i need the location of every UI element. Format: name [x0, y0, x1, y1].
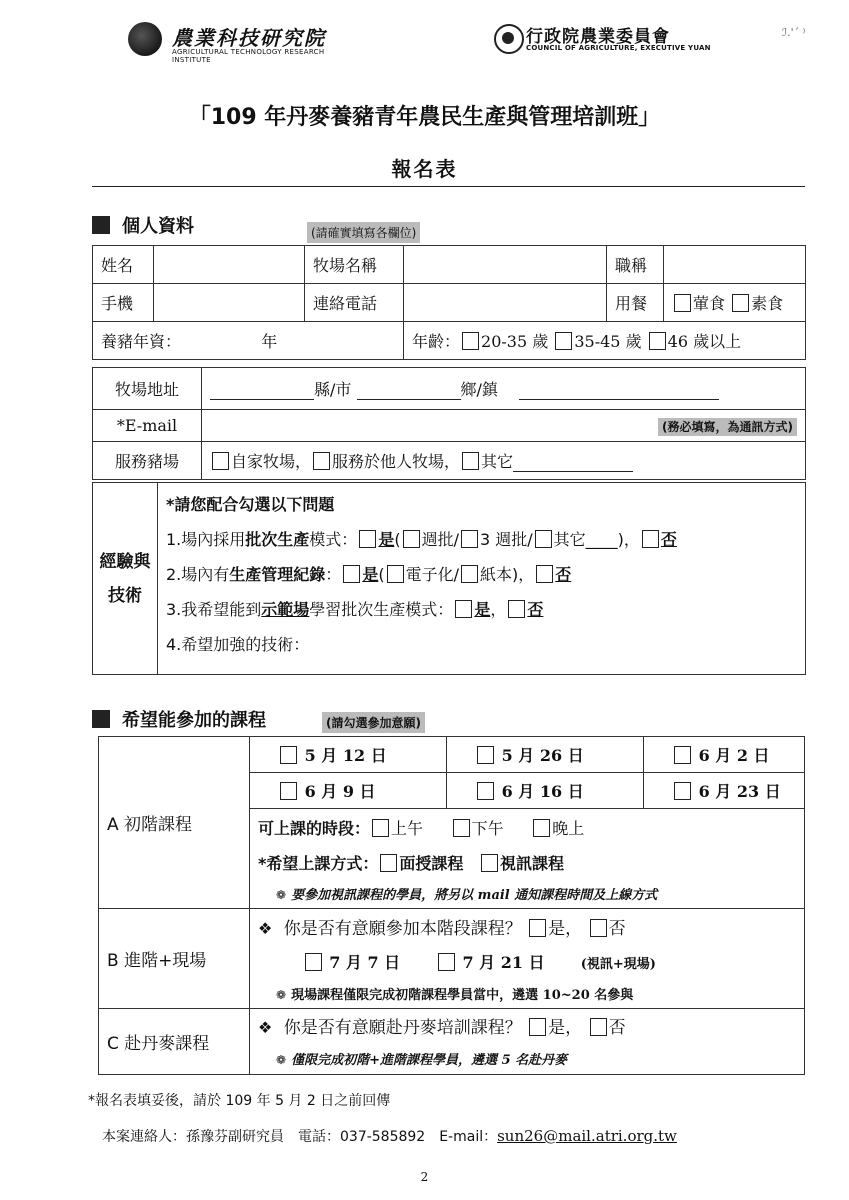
job-title-label: 職稱	[607, 246, 664, 284]
q2-no-label: 否	[555, 565, 572, 584]
meal-meat-label: 葷食	[693, 294, 726, 313]
square-bullet-icon	[92, 216, 110, 234]
q2-yes-label: 是	[362, 565, 379, 584]
experience-label-line2: 技術	[108, 585, 142, 606]
course-b-note	[250, 979, 805, 1009]
mobile-field[interactable]	[154, 284, 305, 322]
q2-paper-label: 紙本)，	[479, 565, 535, 584]
contact-text: 本案連絡人：孫豫芬副研究員 電話：037-585892 E-mail：	[102, 1129, 498, 1145]
mode-inperson-label: 面授課程	[399, 854, 464, 873]
age-46-plus-checkbox[interactable]	[649, 332, 666, 350]
experience-questions	[158, 483, 806, 675]
email-label: *E-mail	[93, 410, 202, 442]
courses-section-heading	[92, 706, 266, 732]
corner-scribble: ℐ.'´ ⁾	[782, 26, 806, 39]
service-other-farm-label: 服務於他人牧場，	[332, 452, 461, 471]
age-35-45-label: 35-45 歲	[574, 332, 642, 351]
date-checkbox[interactable]	[280, 782, 297, 800]
course-b-dates	[250, 945, 805, 979]
q2-no-checkbox[interactable]	[536, 565, 553, 583]
address-county-blank[interactable]	[210, 380, 314, 400]
personal-table-bottom	[92, 367, 806, 480]
course-c-no-checkbox[interactable]	[590, 1018, 607, 1036]
q2-yes-checkbox[interactable]	[343, 565, 360, 583]
address-county-label: 縣/市	[314, 380, 352, 399]
course-a-date-cell	[447, 773, 644, 809]
date-label: 5 月 12 日	[304, 746, 387, 765]
diamond-bullet-icon: ❖	[258, 919, 273, 939]
date-checkbox[interactable]	[674, 746, 691, 764]
q1-weekly-label: 週批/	[421, 530, 459, 549]
course-b-date2-checkbox[interactable]	[438, 953, 455, 971]
question-3	[166, 592, 797, 627]
experience-table	[92, 482, 806, 675]
q3-bold: 示範場	[261, 600, 310, 619]
q1-prefix: 1.場內採用	[166, 530, 246, 549]
course-c-note-text: 僅限完成初階+進階課程學員，遴選 5 名赴丹麥	[291, 1052, 568, 1068]
course-c-no-label: 否	[608, 1018, 626, 1039]
atri-logo-name: 農業科技研究院	[172, 26, 326, 50]
service-own-farm-label: 自家牧場，	[231, 452, 312, 471]
q1-bold: 批次生產	[245, 530, 310, 549]
age-20-35-checkbox[interactable]	[462, 332, 479, 350]
course-b-yes-checkbox[interactable]	[529, 919, 546, 937]
q3-no-checkbox[interactable]	[508, 600, 525, 618]
q3-yes-label: 是	[474, 600, 491, 619]
leaf-bullet-icon: ❁	[276, 887, 287, 902]
courses-note: (請勾選參加意願)	[322, 712, 425, 733]
contact-phone-label: 連絡電話	[305, 284, 404, 322]
personal-section-heading	[92, 212, 194, 238]
q1-3week-label: 3 週批/	[479, 530, 533, 549]
course-b-question	[250, 909, 805, 945]
years-cell	[93, 322, 404, 360]
meal-veg-checkbox[interactable]	[732, 294, 749, 312]
address-street-blank[interactable]	[519, 380, 719, 400]
address-field[interactable]	[202, 368, 806, 410]
course-a-note	[250, 879, 805, 909]
course-b-question-text: 你是否有意願參加本階段課程？	[283, 919, 522, 940]
course-b-note-text: 現場課程僅限完成初階課程學員當中，遴選 10~20 名參與	[291, 987, 634, 1003]
service-other-blank[interactable]	[513, 452, 633, 472]
date-label: 6 月 9 日	[304, 782, 376, 801]
course-a-note-text: 要參加視訊課程的學員，將另以 mail 通知課程時間及上線方式	[291, 887, 658, 903]
course-b-date1-label: 7 月 7 日	[329, 953, 401, 972]
meal-veg-label: 素食	[751, 294, 784, 313]
atri-logo	[128, 20, 343, 64]
course-c-yes-label: 是，	[548, 1018, 583, 1039]
job-title-field[interactable]	[664, 246, 806, 284]
question-1: 1.場內採用批次生產模式： 是( 週批/ 3 週批/ 其它____)， 否	[166, 530, 677, 549]
q1-no-label: 否	[660, 530, 677, 549]
farm-name-field[interactable]	[404, 246, 607, 284]
slot-eve-label: 晚上	[552, 819, 585, 839]
q3-sep: ，	[490, 600, 507, 619]
years-label: 養豬年資：	[101, 332, 182, 351]
q1-no-checkbox[interactable]	[642, 530, 659, 548]
leaf-bullet-icon: ❁	[276, 987, 287, 1002]
course-b-date-note: (視訊+現場)	[580, 957, 656, 972]
deadline-note: *報名表填妥後，請於 109 年 5 月 2 日之前回傳	[88, 1093, 391, 1109]
email-field[interactable]	[202, 410, 806, 442]
course-a-date-cell	[250, 773, 447, 809]
age-20-35-label: 20-35 歲	[481, 332, 549, 351]
q3-prefix: 3.我希望能到	[166, 600, 262, 619]
date-label: 6 月 23 日	[698, 782, 781, 801]
farm-name-label: 牧場名稱	[305, 246, 404, 284]
q2-mid: ：	[325, 565, 342, 584]
q2-prefix: 2.場內有	[166, 565, 230, 584]
q2-paper-checkbox[interactable]	[461, 565, 478, 583]
slots-label: 可上課的時段：	[258, 819, 371, 839]
q2-bold: 生產管理紀錄	[229, 565, 326, 584]
q1-yes-label: 是	[378, 530, 395, 549]
meal-options	[664, 284, 806, 322]
date-checkbox[interactable]	[280, 746, 297, 764]
diamond-bullet-icon: ❖	[258, 1018, 273, 1038]
atri-emblem-icon	[128, 22, 162, 56]
slot-am-checkbox[interactable]	[372, 819, 389, 837]
course-a-mode	[250, 847, 805, 879]
meal-meat-checkbox[interactable]	[674, 294, 691, 312]
date-checkbox[interactable]	[477, 746, 494, 764]
date-label: 6 月 16 日	[501, 782, 584, 801]
q1-yes-checkbox[interactable]	[359, 530, 376, 548]
q1-other-label: 其它____)，	[553, 530, 640, 549]
course-c-question-text: 你是否有意願赴丹麥培訓課程？	[283, 1018, 522, 1039]
course-b-label: B 進階+現場	[99, 909, 250, 1009]
age-35-45-checkbox[interactable]	[555, 332, 572, 350]
date-checkbox[interactable]	[477, 782, 494, 800]
personal-note: (請確實填寫各欄位)	[307, 222, 420, 243]
course-a-slots	[250, 809, 805, 847]
name-label: 姓名	[93, 246, 154, 284]
q2-digital-checkbox[interactable]	[387, 565, 404, 583]
slot-eve-checkbox[interactable]	[533, 819, 550, 837]
personal-table-top	[92, 245, 806, 360]
years-unit: 年	[261, 332, 278, 351]
service-other-farm-checkbox[interactable]	[313, 452, 330, 470]
date-label: 5 月 26 日	[501, 746, 584, 765]
date-label: 6 月 2 日	[698, 746, 770, 765]
date-checkbox[interactable]	[674, 782, 691, 800]
contact-email-link[interactable]: sun26@mail.atri.org.tw	[497, 1127, 677, 1145]
q2-digital-label: 電子化/	[405, 565, 459, 584]
course-a-date-cell	[250, 737, 447, 773]
course-c-question	[250, 1009, 805, 1043]
form-subtitle: 報名表	[391, 157, 458, 181]
service-own-farm-checkbox[interactable]	[212, 452, 229, 470]
atri-logo-subtitle: AGRICULTURAL TECHNOLOGY RESEARCH INSTITUTE	[172, 48, 325, 64]
coa-logo-subtitle: COUNCIL OF AGRICULTURE, EXECUTIVE YUAN	[526, 44, 711, 52]
q3-yes-checkbox[interactable]	[455, 600, 472, 618]
contact-phone-field[interactable]	[404, 284, 607, 322]
coa-logo	[494, 22, 724, 58]
course-c-yes-checkbox[interactable]	[529, 1018, 546, 1036]
service-label: 服務豬場	[93, 442, 202, 480]
question-2: 2.場內有生產管理紀錄： 是( 電子化/ 紙本)， 否	[166, 565, 572, 584]
age-label: 年齡：	[412, 332, 461, 351]
courses-heading-text: 希望能參加的課程	[122, 710, 266, 731]
mode-label: *希望上課方式：	[258, 854, 379, 873]
course-b-date2-label: 7 月 21 日	[462, 953, 545, 972]
course-c-note	[250, 1043, 805, 1075]
name-field[interactable]	[154, 246, 305, 284]
service-options	[202, 442, 806, 480]
slot-pm-checkbox[interactable]	[453, 819, 470, 837]
q3-no-label: 否	[527, 600, 544, 619]
title-divider	[92, 186, 805, 187]
course-a-date-cell	[447, 737, 644, 773]
question-4: 4.希望加強的技術：	[166, 635, 310, 654]
slot-am-label: 上午	[391, 819, 424, 839]
mobile-label: 手機	[93, 284, 154, 322]
course-b-date1-checkbox[interactable]	[305, 953, 322, 971]
q1-other-checkbox[interactable]	[535, 530, 552, 548]
meal-label: 用餐	[607, 284, 664, 322]
course-b-no-checkbox[interactable]	[590, 919, 607, 937]
course-a-date-cell	[644, 737, 805, 773]
course-a-label: A 初階課程	[99, 737, 250, 909]
service-other-checkbox[interactable]	[462, 452, 479, 470]
slot-pm-label: 下午	[471, 819, 504, 839]
course-b-no-label: 否	[608, 919, 626, 940]
course-c-label: C 赴丹麥課程	[99, 1009, 250, 1075]
leaf-bullet-icon: ❁	[276, 1052, 287, 1067]
address-town-label: 鄉/鎮	[460, 380, 498, 399]
address-label: 牧場地址	[93, 368, 202, 410]
q1-3week-checkbox[interactable]	[461, 530, 478, 548]
experience-intro: *請您配合勾選以下問題	[166, 495, 335, 514]
course-a-date-cell	[644, 773, 805, 809]
coa-logo-name: 行政院農業委員會	[526, 27, 670, 47]
courses-table	[98, 736, 805, 1075]
mode-video-checkbox[interactable]	[481, 854, 498, 872]
experience-label	[93, 483, 158, 675]
q1-weekly-checkbox[interactable]	[403, 530, 420, 548]
address-town-blank[interactable]	[357, 380, 461, 400]
contact-line	[102, 1126, 677, 1146]
page-title: 「109 年丹麥養豬青年農民生產與管理培訓班」	[188, 105, 661, 130]
experience-label-line1: 經驗與	[99, 551, 151, 572]
q3-mid: 學習批次生產模式：	[309, 600, 454, 619]
personal-heading-text: 個人資料	[122, 216, 194, 237]
email-note: (務必填寫，為通訊方式)	[658, 418, 797, 436]
square-bullet-icon	[92, 710, 110, 728]
page-number: 2	[420, 1170, 429, 1184]
coa-emblem-icon	[494, 24, 524, 54]
q1-mid: 模式：	[309, 530, 358, 549]
service-other-label: 其它	[481, 452, 514, 471]
mode-video-label: 視訊課程	[499, 854, 564, 873]
course-b-yes-label: 是，	[548, 919, 583, 940]
age-cell	[404, 322, 806, 360]
age-46-plus-label: 46 歲以上	[667, 332, 742, 351]
mode-inperson-checkbox[interactable]	[380, 854, 397, 872]
